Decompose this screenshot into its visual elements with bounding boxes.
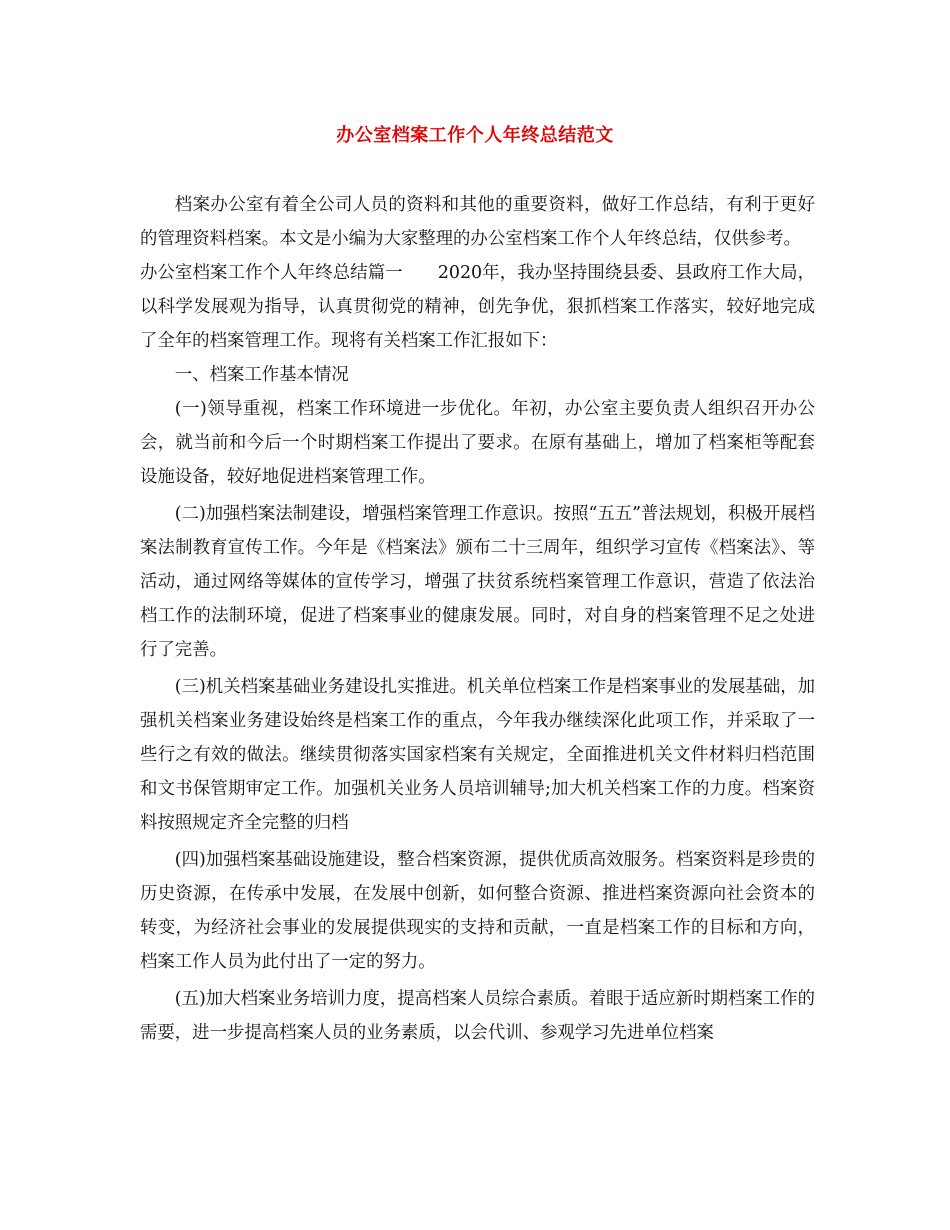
paragraph-item-2: (二)加强档案法制建设，增强档案管理工作意识。按照“五五”普法规划，积极开展档案法制教育宣传工作。今年是《档案法》颁布二十三周年，组织学习宣传《档案法》、等活动，通过网络等媒体的宣传学习，增强了扶贫系统档案管理工作意识，营造了依法治档工作的法制环境，促进了档案事业的健康发展。同时，对自身的档案管理不足之处进行了完善。 [140, 504, 815, 660]
document-title: 办公室档案工作个人年终总结范文 [336, 125, 614, 146]
paragraph-section-one-opening: 办公室档案工作个人年终总结篇一 2020年，我办坚持围绕县委、县政府工作大局，以科学发展观为指导，认真贯彻党的精神，创先争优，狠抓档案工作落实，较好地完成了全年的档案管理工作。现将有关档案工作汇报如下： [140, 263, 815, 351]
document-body [140, 188, 815, 1050]
paragraph-item-4: (四)加强档案基础设施建设，整合档案资源，提供优质高效服务。档案资料是珍贵的历史资源，在传承中发展，在发展中创新，如何整合资源、推进档案资源向社会资本的转变，为经济社会事业的发展提供现实的支持和贡献，一直是档案工作的目标和方向，档案工作人员为此付出了一定的努力。 [140, 850, 815, 972]
paragraph-item-1: (一)领导重视，档案工作环境进一步优化。年初，办公室主要负责人组织召开办公会，就当前和今后一个时期档案工作提出了要求。在原有基础上，增加了档案柜等配套设施设备，较好地促进档案管理工作。 [140, 399, 815, 487]
heading-basic-situation: 一、档案工作基本情况 [174, 365, 349, 385]
paragraph-item-5: (五)加大档案业务培训力度，提高档案人员综合素质。着眼于适应新时期档案工作的需要，进一步提高档案人员的业务素质，以会代训、参观学习先进单位档案 [140, 989, 815, 1043]
paragraph-item-3: (三)机关档案基础业务建设扎实推进。机关单位档案工作是档案事业的发展基础，加强机关档案业务建设始终是档案工作的重点，今年我办继续深化此项工作，并采取了一些行之有效的做法。继续贯彻落实国家档案有关规定，全面推进机关文件材料归档范围和文书保管期审定工作。加强机关业务人员培训辅导;加大机关档案工作的力度。档案资料按照规定齐全完整的归档 [140, 677, 815, 833]
paragraph-intro: 档案办公室有着全公司人员的资料和其他的重要资料，做好工作总结，有利于更好的管理资料档案。本文是小编为大家整理的办公室档案工作个人年终总结，仅供参考。 [140, 195, 815, 249]
